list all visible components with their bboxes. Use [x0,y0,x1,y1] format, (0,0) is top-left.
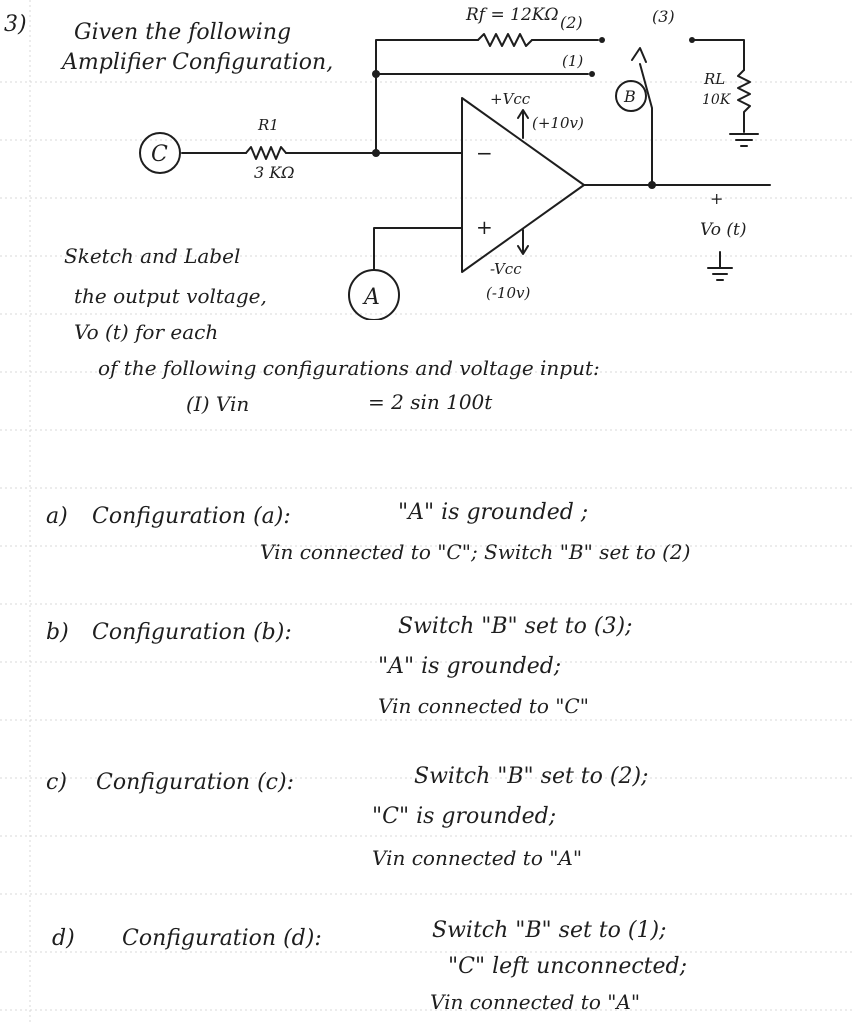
config-d-line-2: "C" left unconnected; [448,954,688,979]
noninverting-sign: + [476,215,493,239]
config-c-line-1: Switch "B" set to (2); [414,764,649,789]
config-d-letter: d) [52,926,75,951]
junction-dot [648,181,656,189]
junction-dot [372,70,380,78]
rf-resistor-shape [478,34,532,46]
node-a-label: A [364,285,380,310]
config-b-name: Configuration (b): [92,620,292,645]
terminal-dot-1 [589,71,595,77]
switch-pos-1: (1) [562,52,584,70]
vcc-pos-value: (+10v) [532,114,584,132]
config-d-line-1: Switch "B" set to (1); [432,918,667,943]
config-b-line-2: "A" is grounded; [378,654,562,679]
config-a-line-2: Vin connected to "C"; Switch "B" set to (2) [260,540,691,564]
inverting-sign: − [476,141,493,165]
config-d-name: Configuration (d): [122,926,322,951]
terminal-dot-2 [599,37,605,43]
rl-top-wire [692,40,744,70]
switch-b-wire [640,64,652,185]
amplifier-schematic [0,0,855,320]
vcc-pos-label: +Vcc [490,90,531,108]
rl-resistor-shape [738,70,750,132]
r1-resistor-shape [246,147,286,159]
output-label: Vo (t) [700,220,747,240]
config-c-letter: c) [46,770,67,795]
instruction-line-1: Sketch and Label [64,244,241,268]
r1-label: R1 [258,116,279,134]
instruction-line-2: the output voltage, [74,284,267,308]
config-a-line-1: "A" is grounded ; [398,500,589,525]
config-a-letter: a) [46,504,68,529]
config-b-letter: b) [46,620,69,645]
switch-b-label: B [624,87,636,106]
config-a-name: Configuration (a): [92,504,291,529]
config-c-line-3: Vin connected to "A" [372,846,583,870]
node-c-label: C [151,142,168,167]
instruction-line-3: Vo (t) for each [74,320,219,344]
vcc-neg-label: -Vcc [490,260,522,278]
config-c-line-2: "C" is grounded; [372,804,557,829]
terminal-dot-3 [689,37,695,43]
problem-number: 3) [4,12,27,37]
config-b-line-3: Vin connected to "C" [378,694,589,718]
rl-value: 10K [702,92,731,108]
r1-value: 3 KΩ [254,163,295,182]
vcc-neg-value: (-10v) [486,284,531,302]
config-d-line-3: Vin connected to "A" [430,990,641,1014]
intro-line-2: Amplifier Configuration, [62,50,334,75]
rf-label: Rf = 12KΩ [466,5,559,25]
config-b-line-1: Switch "B" set to (3); [398,614,633,639]
input-value: = 2 sin 100t [368,390,493,414]
noninv-input-wire [374,228,462,270]
input-label: (I) Vin [186,392,250,416]
config-c-name: Configuration (c): [96,770,294,795]
intro-line-1: Given the following [74,20,292,45]
rl-label: RL [704,70,726,88]
switch-pos-3: (3) [652,7,675,26]
instruction-line-4: of the following configurations and voltage input: [98,356,600,380]
junction-dot [372,149,380,157]
output-plus: + [710,189,724,208]
switch-pos-2: (2) [560,13,583,32]
